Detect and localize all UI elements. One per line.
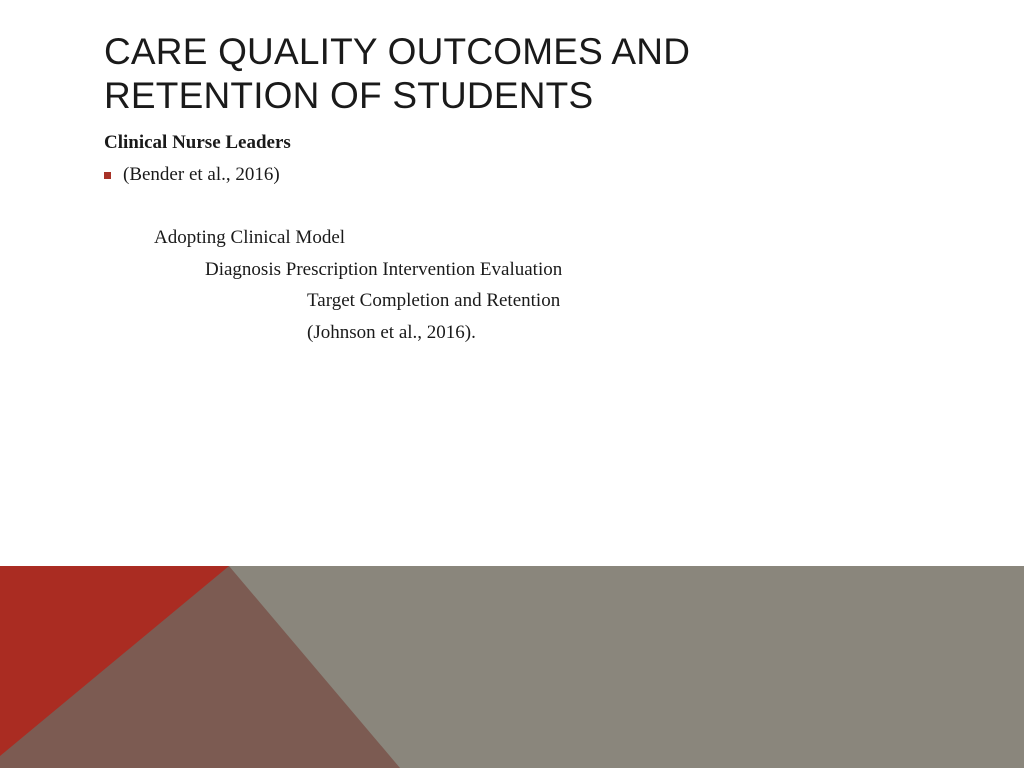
bullet-text: (Bender et al., 2016) bbox=[123, 164, 280, 185]
square-bullet-icon bbox=[104, 172, 111, 179]
bullet-item bbox=[104, 163, 504, 187]
citation-text: (Johnson et al., 2016). bbox=[307, 322, 476, 343]
title-line-2: RETENTION OF STUDENTS bbox=[104, 75, 594, 116]
footer-decoration bbox=[0, 566, 1024, 768]
slide-title bbox=[104, 30, 924, 118]
target-text: Target Completion and Retention bbox=[307, 290, 561, 311]
subheading: Clinical Nurse Leaders bbox=[104, 132, 291, 153]
model-steps: Diagnosis Prescription Intervention Evaluation bbox=[205, 259, 563, 280]
model-heading: Adopting Clinical Model bbox=[154, 227, 346, 248]
title-line-1: CARE QUALITY OUTCOMES AND bbox=[104, 31, 691, 72]
